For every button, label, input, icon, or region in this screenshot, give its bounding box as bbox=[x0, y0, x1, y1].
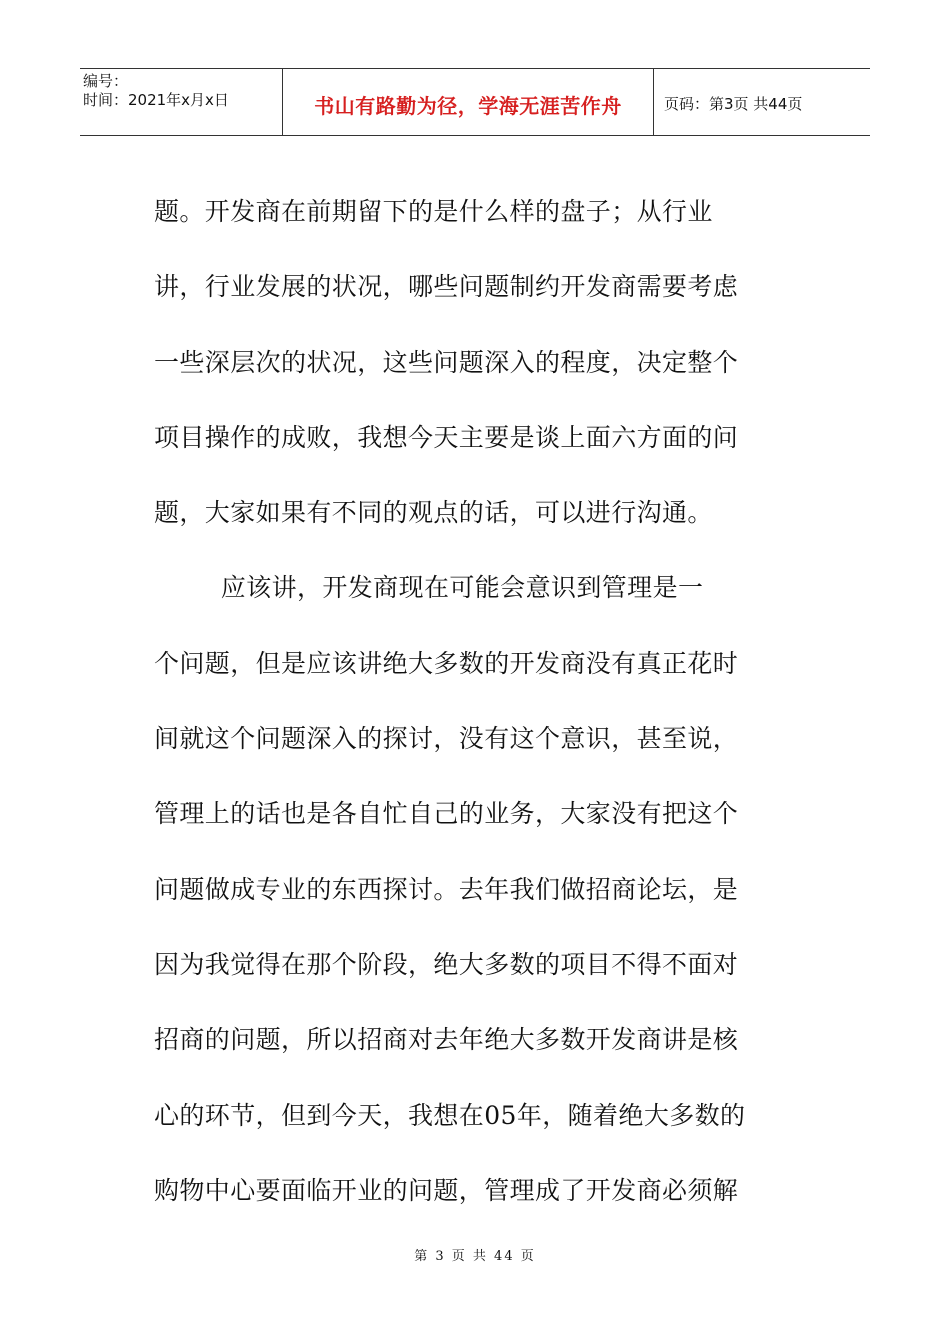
body-line: 管理上的话也是各自忙自己的业务，大家没有把这个 bbox=[154, 799, 739, 829]
body-line: 因为我觉得在那个阶段，绝大多数的项目不得不面对 bbox=[154, 949, 739, 979]
body-line: 一些深层次的状况，这些问题深入的程度，决定整个 bbox=[154, 347, 739, 377]
header-motto: 书山有路勤为径，学海无涯苦作舟 bbox=[314, 93, 622, 118]
body-line: 心的环节，但到今天，我想在05年，随着绝大多数的 bbox=[154, 1100, 746, 1130]
body-line: 个问题，但是应该讲绝大多数的开发商没有真正花时 bbox=[154, 648, 739, 678]
body-line: 项目操作的成败，我想今天主要是谈上面六方面的问 bbox=[154, 422, 739, 452]
header-meta bbox=[80, 69, 282, 135]
header-page-info-cell bbox=[654, 69, 870, 135]
page-header bbox=[80, 68, 870, 136]
body-line: 应该讲，开发商现在可能会意识到管理是一 bbox=[154, 573, 704, 603]
document-date-label: 时间：2021年x月x日 bbox=[83, 91, 229, 109]
header-page-info: 页码：第3页 共44页 bbox=[664, 94, 803, 113]
body-line: 购物中心要面临开业的问题，管理成了开发商必须解 bbox=[154, 1175, 739, 1205]
body-line: 讲，行业发展的状况，哪些问题制约开发商需要考虑 bbox=[154, 272, 739, 302]
document-body bbox=[154, 185, 754, 1239]
body-line: 题，大家如果有不同的观点的话，可以进行沟通。 bbox=[154, 498, 713, 528]
body-line: 题。开发商在前期留下的是什么样的盘子；从行业 bbox=[154, 197, 713, 226]
document-number-label: 编号： bbox=[83, 72, 129, 90]
body-line: 问题做成专业的东西探讨。去年我们做招商论坛，是 bbox=[154, 874, 739, 904]
body-line: 间就这个问题深入的探讨，没有这个意识，甚至说， bbox=[154, 724, 739, 754]
body-line: 招商的问题，所以招商对去年绝大多数开发商讲是核 bbox=[154, 1025, 739, 1055]
header-motto-cell bbox=[282, 69, 654, 135]
page-footer: 第 3 页 共 44 页 bbox=[414, 1249, 536, 1264]
